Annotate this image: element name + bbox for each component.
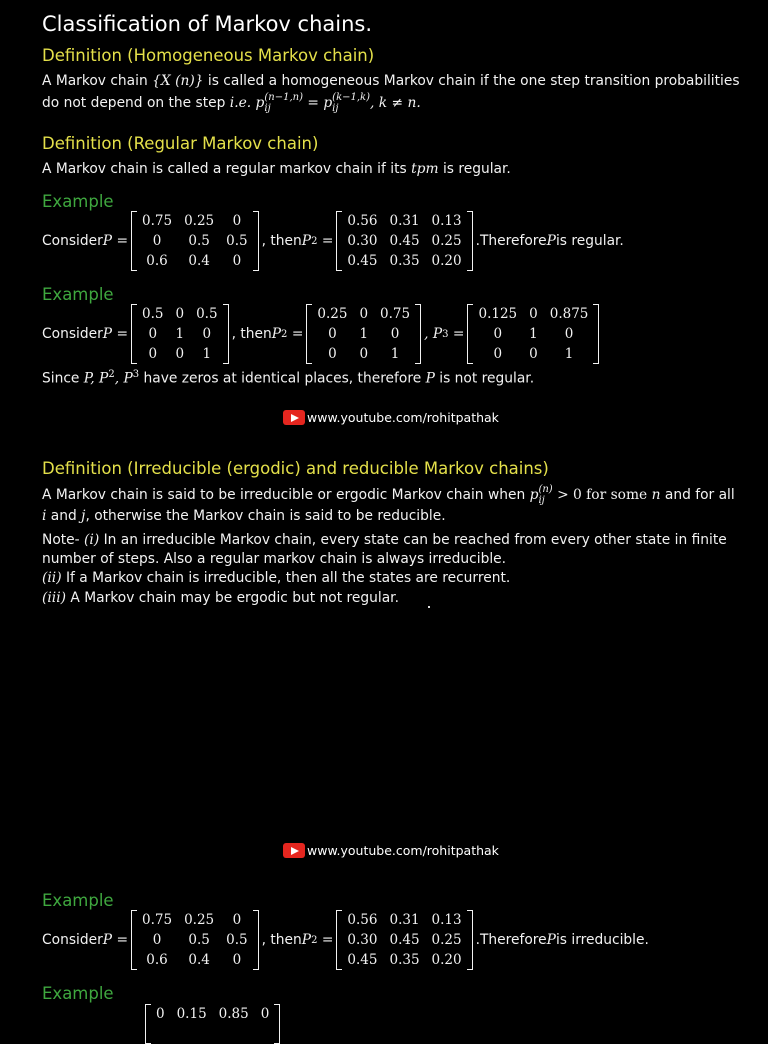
matrix-p2-cell: 0.45 — [347, 253, 378, 269]
example-2-label: Example — [42, 285, 114, 304]
matrix-p2-row — [341, 231, 467, 251]
matrix-p2-cell: 1 — [390, 346, 400, 362]
matrix-p2-cell: 0.20 — [431, 952, 462, 968]
matrix-p3-cell: 0 — [529, 306, 538, 322]
regular-heading: Definition (Regular Markov chain) — [42, 134, 319, 153]
matrix-p-cell: 0 — [152, 932, 162, 948]
matrix-p-row — [136, 910, 254, 930]
matrix-p3-cell: 1 — [564, 346, 574, 362]
youtube-watermark: www.youtube.com/rohitpathak — [283, 410, 499, 425]
matrix-p-row — [136, 304, 224, 324]
matrix-p3-cell: 0 — [564, 326, 574, 342]
matrix-p-cell: 0.15 — [176, 1006, 207, 1022]
matrix-p2-cell: 0 — [328, 346, 337, 362]
example-4-row — [142, 1004, 283, 1044]
matrix-p2-cell: 0.25 — [431, 932, 462, 948]
example-2-row: Consider P = 0.5 0 0.5 0 1 0 0 0 1 , then P 2 = 0.25 0 0.75 0 1 0 0 0 1 , P 3 = 0.125 0 0.875 0 1 0 0 0 1 — [42, 304, 602, 364]
matrix-p3-cell: 0.125 — [478, 306, 518, 322]
matrix-p2-row — [341, 910, 467, 930]
matrix-p3-cell: 0.875 — [549, 306, 589, 322]
matrix-p2-cell: 0 — [328, 326, 337, 342]
matrix-p-row — [136, 950, 254, 970]
note-line-2: number of steps. Also a regular markov chain is always irreducible. — [42, 551, 507, 567]
example-3-label: Example — [42, 891, 114, 910]
matrix-p-cell: 0.5 — [196, 306, 218, 322]
youtube-play-icon — [283, 843, 305, 858]
matrix-p2-row — [311, 344, 416, 364]
example-1-row: Consider P = 0.75 0.25 0 0 0.5 0.5 0.6 0.4 0 , then P 2 = 0.56 0.31 0.13 0.30 0.45 0.25 0.45 0.35 0.20 .Therefore P is regular. — [42, 213, 624, 269]
matrix-p2-row — [341, 251, 467, 271]
matrix-p2-cell: 0.30 — [347, 932, 378, 948]
matrix-p-row — [150, 1004, 275, 1024]
matrix-p-cell: 0.25 — [184, 213, 215, 229]
matrix-p-cell: 0.85 — [218, 1006, 249, 1022]
example-1-label: Example — [42, 192, 114, 211]
matrix-p2-cell: 0.31 — [389, 912, 420, 928]
matrix-p-cell: 0 — [148, 346, 158, 362]
matrix-p2-ex3 — [336, 910, 472, 970]
stray-dot — [428, 606, 430, 608]
matrix-p2-ex2 — [306, 304, 421, 364]
matrix-p2-cell: 0.25 — [431, 233, 462, 249]
matrix-p-cell: 0.5 — [226, 932, 248, 948]
matrix-p2-cell: 0.56 — [347, 912, 378, 928]
matrix-p3-ex2 — [467, 304, 599, 364]
matrix-p-row — [136, 930, 254, 950]
matrix-p-row — [136, 251, 254, 271]
matrix-p2-cell: 1 — [359, 326, 369, 342]
matrix-p-cell: 0.5 — [226, 233, 248, 249]
page-title: Classification of Markov chains. — [42, 12, 373, 36]
matrix-p-row — [136, 324, 224, 344]
matrix-p-row — [136, 231, 254, 251]
matrix-p-cell: 0.5 — [188, 233, 210, 249]
homogeneous-line-1: A Markov chain {X (n)} is called a homogeneous Markov chain if the one step transition probabilities — [42, 73, 740, 89]
matrix-p-cell: 0 — [232, 952, 242, 968]
matrix-p-cell: 0 — [232, 912, 242, 928]
matrix-p-cell: 0.5 — [188, 932, 210, 948]
regular-line: A Markov chain is called a regular markov chain if its tpm is regular. — [42, 161, 511, 177]
matrix-p-cell: 0 — [148, 326, 158, 342]
matrix-p3-row — [472, 324, 594, 344]
matrix-p2-cell: 0 — [390, 326, 400, 342]
matrix-p2-cell: 0.35 — [389, 253, 420, 269]
matrix-p-row — [136, 211, 254, 231]
matrix-p2-cell: 0.45 — [389, 233, 420, 249]
matrix-p3-cell: 0 — [529, 346, 538, 362]
matrix-p-cell: 0.4 — [188, 253, 210, 269]
matrix-p2-cell: 0 — [359, 306, 369, 322]
matrix-p2-cell: 0.56 — [347, 213, 378, 229]
matrix-p2-cell: 0.35 — [389, 952, 420, 968]
matrix-p-cell: 0.4 — [188, 952, 210, 968]
matrix-p-cell: 0 — [175, 346, 185, 362]
matrix-p3-cell: 0 — [493, 326, 503, 342]
matrix-p-cell: 0.25 — [184, 912, 215, 928]
matrix-p-cell: 1 — [175, 326, 185, 342]
matrix-p2-cell: 0 — [359, 346, 369, 362]
matrix-p-cell: 0.6 — [146, 253, 168, 269]
homogeneous-line-2: do not depend on the step i.e. p (n−1,n) ij = p (k−1,k) ij , k ≠ n. — [42, 92, 421, 114]
matrix-p-cell: 0.5 — [142, 306, 164, 322]
matrix-p3-cell: 1 — [529, 326, 538, 342]
matrix-p3-cell: 0 — [493, 346, 503, 362]
youtube-watermark: www.youtube.com/rohitpathak — [283, 843, 499, 858]
matrix-p2-row — [341, 930, 467, 950]
matrix-p2-cell: 0.45 — [389, 932, 420, 948]
matrix-p2-row — [311, 304, 416, 324]
matrix-p-row — [136, 344, 224, 364]
matrix-p-ex1 — [131, 211, 259, 271]
matrix-p2-cell: 0.20 — [431, 253, 462, 269]
matrix-p2-cell: 0.13 — [431, 213, 462, 229]
example-4-label: Example — [42, 984, 114, 1003]
matrix-p2-cell: 0.13 — [431, 912, 462, 928]
matrix-p2-ex1 — [336, 211, 472, 271]
matrix-p3-row — [472, 304, 594, 324]
matrix-p-cell: 0.75 — [142, 912, 173, 928]
note-line-3: (ii) If a Markov chain is irreducible, then all the states are recurrent. — [42, 570, 511, 586]
note-line-1: Note- (i) In an irreducible Markov chain, every state can be reached from every other state in finite — [42, 532, 727, 548]
matrix-p-ex3 — [131, 910, 259, 970]
matrix-p-cell: 0 — [232, 253, 242, 269]
irreducible-heading: Definition (Irreducible (ergodic) and reducible Markov chains) — [42, 459, 549, 478]
irreducible-line-2: i and j, otherwise the Markov chain is said to be reducible. — [42, 508, 446, 524]
example-2-conclusion: Since P, $P^2$, $P^3$ have zeros at identical places, therefore P is not regular. — [42, 369, 535, 387]
matrix-p2-cell: 0.45 — [347, 952, 378, 968]
matrix-p-ex2 — [131, 304, 229, 364]
matrix-p-cell: 0 — [152, 233, 162, 249]
matrix-p-cell: 0.75 — [142, 213, 173, 229]
matrix-p-cell: 0 — [232, 213, 242, 229]
note-line-4: (iii) A Markov chain may be ergodic but not regular. — [42, 590, 399, 606]
matrix-p-ex4 — [145, 1004, 280, 1044]
matrix-p3-row — [472, 344, 594, 364]
matrix-p-cell: 1 — [202, 346, 212, 362]
matrix-p2-cell: 0.25 — [317, 306, 348, 322]
homogeneous-heading: Definition (Homogeneous Markov chain) — [42, 46, 375, 65]
matrix-p2-cell: 0.75 — [380, 306, 411, 322]
matrix-p2-row — [341, 211, 467, 231]
matrix-p2-row — [311, 324, 416, 344]
matrix-p-cell: 0 — [202, 326, 212, 342]
matrix-p2-cell: 0.31 — [389, 213, 420, 229]
matrix-p2-row — [341, 950, 467, 970]
matrix-p-cell: 0 — [156, 1006, 165, 1022]
matrix-p2-cell: 0.30 — [347, 233, 378, 249]
matrix-p-cell: 0 — [260, 1006, 270, 1022]
youtube-play-icon — [283, 410, 305, 425]
matrix-p-cell: 0 — [175, 306, 185, 322]
example-3-row: Consider P = 0.75 0.25 0 0 0.5 0.5 0.6 0.4 0 , then P 2 = 0.56 0.31 0.13 0.30 0.45 0.25 0.45 0.35 0.20 .Therefore P is irreducible. — [42, 912, 649, 968]
matrix-p-cell: 0.6 — [146, 952, 168, 968]
irreducible-line-1: A Markov chain is said to be irreducible or ergodic Markov chain when p (n) ij > 0 for some n and for all — [42, 484, 735, 506]
